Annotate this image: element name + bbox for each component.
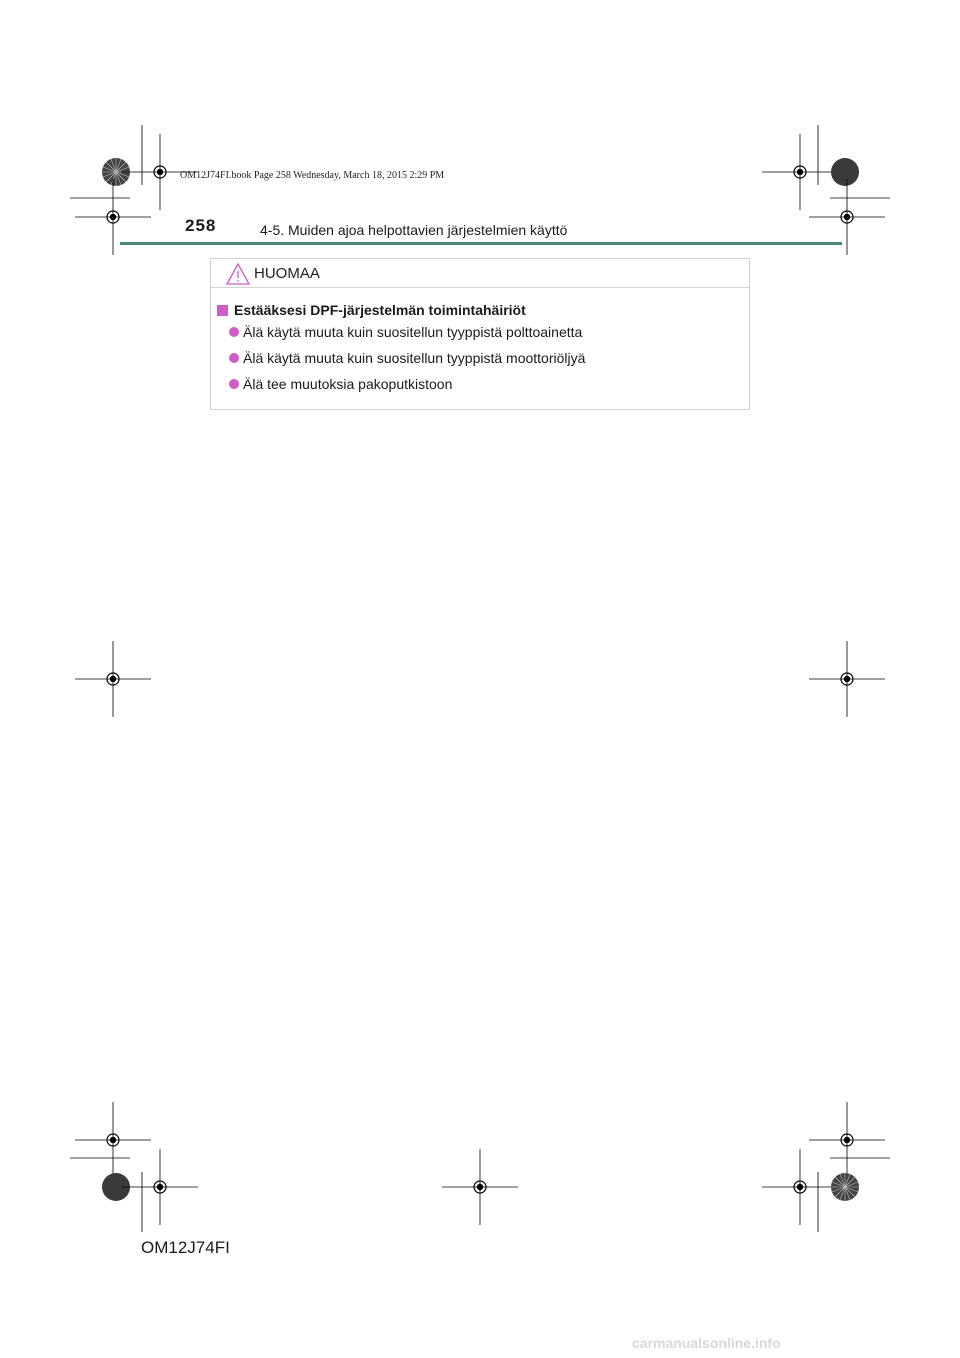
crosshair-mark — [75, 641, 151, 717]
bullet-dot-icon — [229, 353, 239, 363]
watermark: carmanualsonline.info — [632, 1335, 781, 1351]
crosshair-mark — [122, 1149, 198, 1225]
list-item: Älä käytä muuta kuin suositellun tyyppistä moottoriöljyä — [229, 350, 585, 366]
warning-triangle-icon — [225, 262, 251, 286]
crosshair-mark — [762, 134, 838, 210]
bullet-dot-icon — [229, 327, 239, 337]
sunburst-mark — [831, 1173, 859, 1201]
crosshair-mark — [442, 1149, 518, 1225]
solid-circle-mark — [831, 158, 859, 186]
crosshair-mark — [762, 1149, 838, 1225]
footer-code: OM12J74FI — [141, 1238, 230, 1257]
crosshair-mark — [809, 1102, 885, 1178]
notice-title: HUOMAA — [254, 265, 320, 282]
header-rule — [120, 242, 842, 245]
book-info-line: OM12J74FI.book Page 258 Wednesday, March 18, 2015 2:29 PM — [180, 170, 445, 181]
notice-box — [210, 258, 750, 410]
list-item: Älä tee muutoksia pakoputkistoon — [229, 376, 452, 392]
square-bullet-icon — [217, 305, 228, 316]
crosshair-mark — [75, 1102, 151, 1178]
bullet-dot-icon — [229, 379, 239, 389]
page-number: 258 — [185, 216, 217, 235]
section-title: 4-5. Muiden ajoa helpottavien järjestelmien käyttö — [260, 222, 568, 238]
list-item: Älä käytä muuta kuin suositellun tyyppistä polttoainetta — [229, 324, 582, 340]
crosshair-mark — [809, 641, 885, 717]
notice-header — [211, 259, 749, 288]
notice-heading: Estääksesi DPF-järjestelmän toimintahäiriöt — [217, 302, 526, 318]
